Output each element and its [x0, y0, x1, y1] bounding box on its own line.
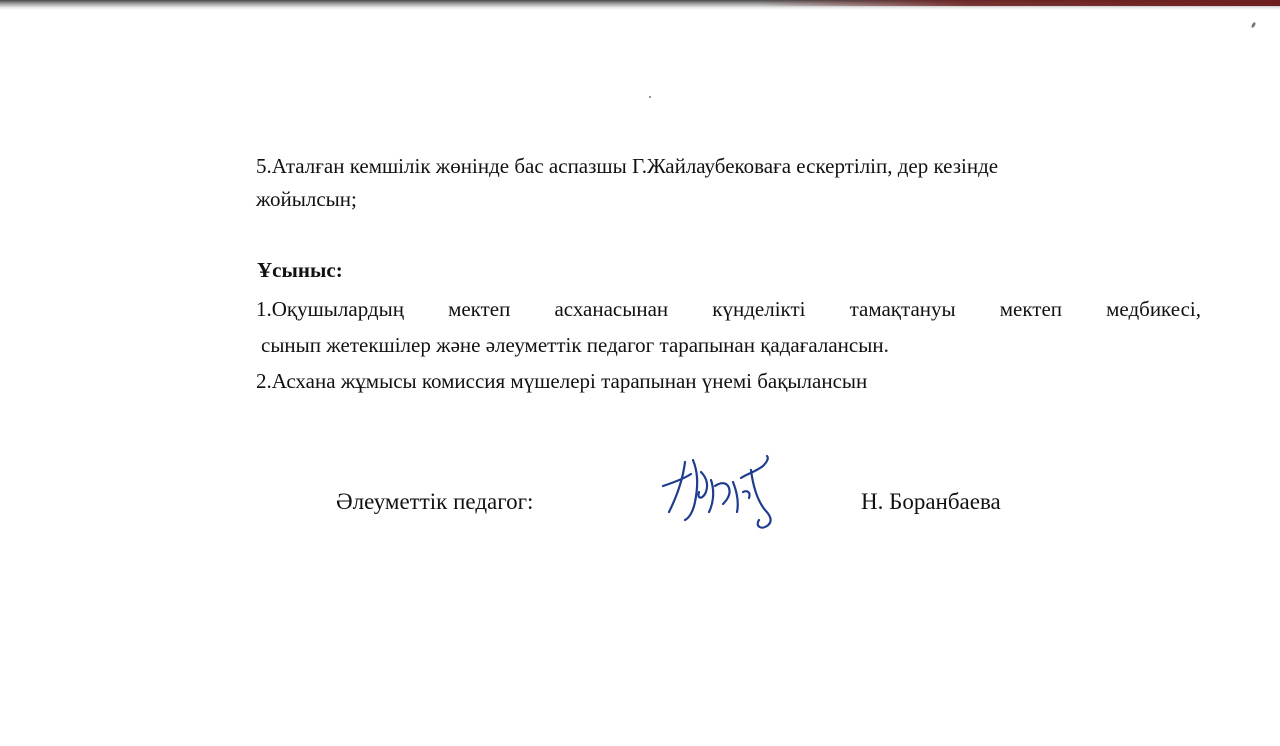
recommendation-heading: Ұсыныс: — [257, 258, 343, 282]
scan-speck — [649, 96, 651, 98]
item-5-line-1: 5.Аталған кемшілік жөнінде бас аспазшы Г.Жайлаубековаға ескертіліп, дер кезінде — [256, 154, 999, 178]
handwritten-signature — [655, 452, 785, 532]
page-top-edge — [0, 0, 1280, 10]
item-5-line-2: жойылсын; — [256, 187, 357, 211]
signatory-name: Н. Боранбаева — [861, 489, 1001, 514]
scan-speck — [1251, 22, 1257, 29]
recommendation-1-line-1: 1.Оқушылардың мектеп асханасынан күнделікті тамақтануы мектеп медбикесі, — [256, 297, 1201, 321]
signatory-role: Әлеуметтік педагог: — [336, 489, 534, 514]
recommendation-2: 2.Асхана жұмысы комиссия мүшелері тарапынан үнемі бақылансын — [256, 369, 868, 393]
recommendation-1-line-2: сынып жетекшілер және әлеуметтік педагог тарапынан қадағалансын. — [261, 333, 889, 357]
